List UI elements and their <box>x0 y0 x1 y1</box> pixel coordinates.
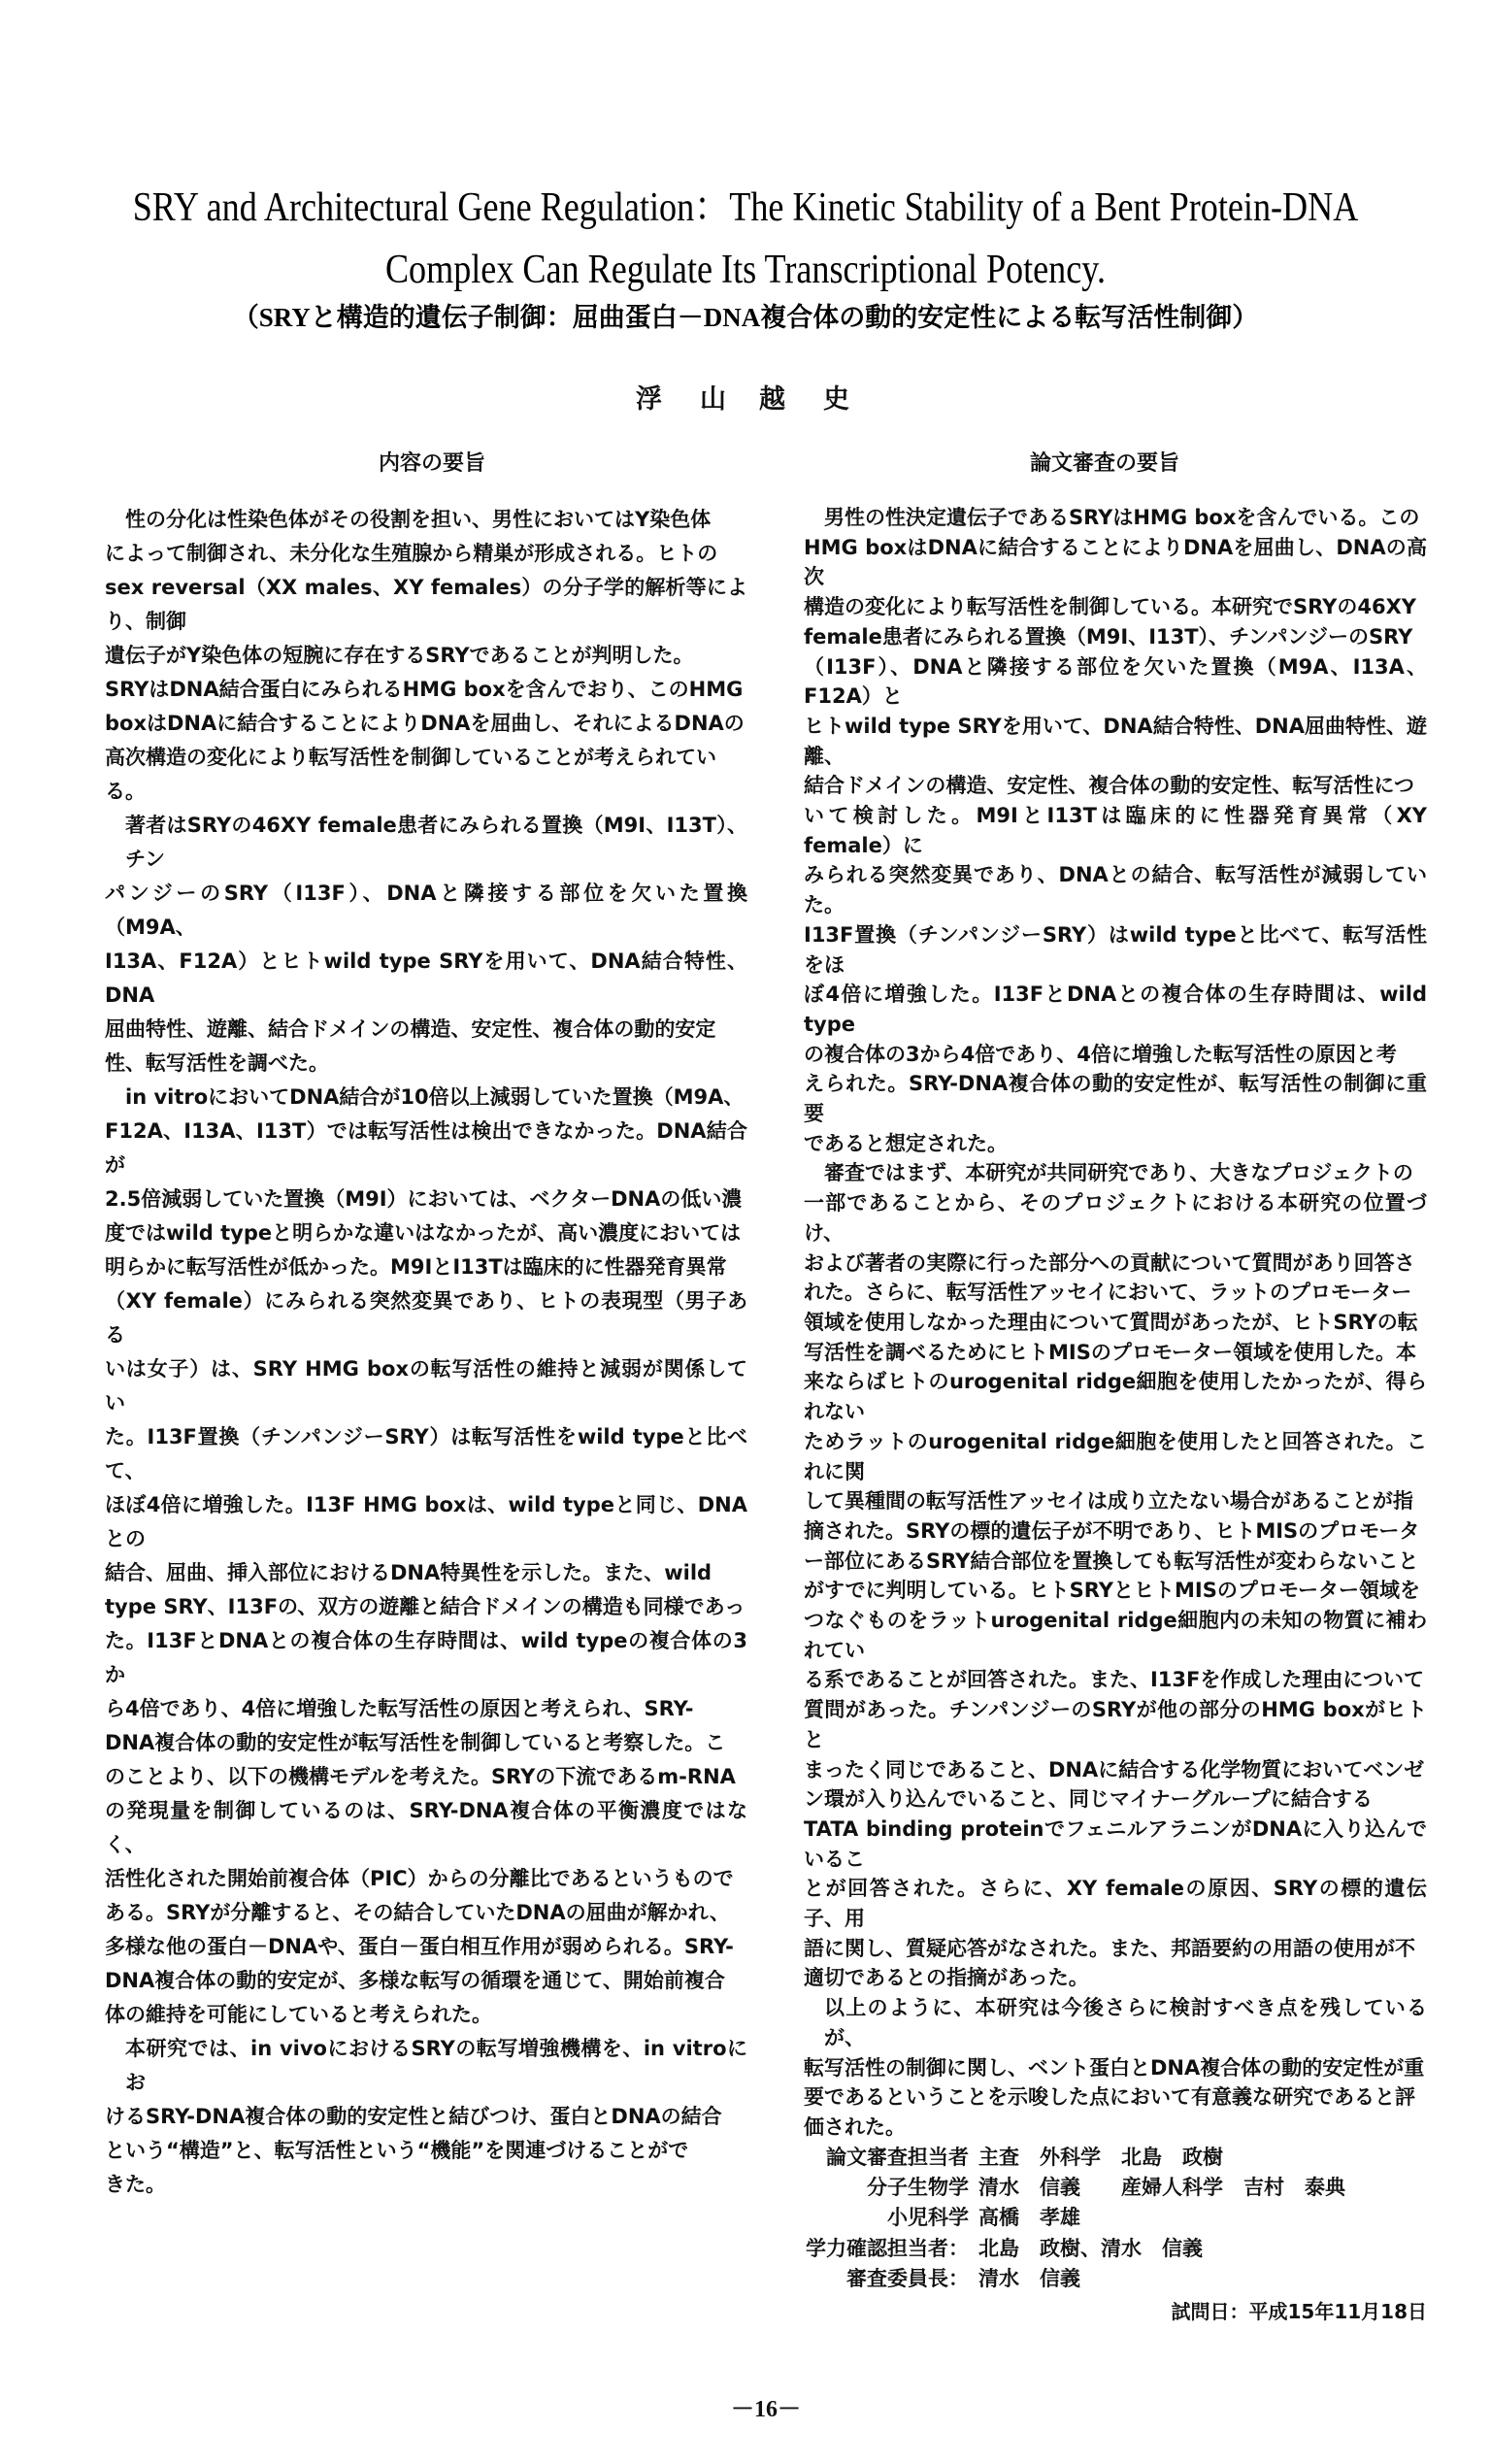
text-line: 体の維持を可能にしていると考えられた。 <box>105 2003 492 2026</box>
page-number: －16－ <box>731 2397 801 2423</box>
text-line: boxはDNAに結合することによりDNAを屈曲し、それによるDNAの <box>105 712 745 735</box>
text-line: 屈曲特性、遊離、結合ドメインの構造、安定性、複合体の動的安定 <box>105 1017 716 1041</box>
text-line: によって制御され、未分化な生殖腺から精巣が形成される。ヒトの <box>105 542 718 565</box>
committee-row <box>804 2264 1427 2294</box>
text-line: れた。さらに、転写活性アッセイにおいて、ラットのプロモーター <box>804 1281 1412 1305</box>
text-line: 審査ではまず、本研究が共同研究であり、大きなプロジェクトの <box>824 1161 1413 1185</box>
text-line: ヒトwild type SRYを用いて、DNA結合特性、DNA屈曲特性、遊離、 <box>804 714 1427 768</box>
committee-members: 北島 政樹、清水 信義 <box>978 2236 1203 2260</box>
text-line: とが回答された。さらに、XY femaleの原因、SRYの標的遺伝子、用 <box>804 1877 1427 1931</box>
body-flow <box>105 503 1427 2464</box>
text-line: 高次構造の変化により転写活性を制御していることが考えられてい <box>105 746 716 769</box>
text-line: in vitroにおいてDNA結合が10倍以上減弱していた置換（M9A、 <box>125 1085 745 1109</box>
text-line: 多様な他の蛋白－DNAや、蛋白－蛋白相互作用が弱められる。SRY- <box>105 1935 734 1958</box>
text-line: ン環が入り込んでいること、同じマイナーグループに結合する <box>804 1787 1373 1812</box>
paragraph <box>105 809 747 1081</box>
text-line: 質問があった。チンパンジーのSRYが他の部分のHMG boxがヒトと <box>804 1698 1427 1751</box>
text-line: 構造の変化により転写活性を制御している。本研究でSRYの46XY <box>804 595 1416 619</box>
text-line: ぼ4倍に増強した。I13FとDNAとの複合体の生存時間は、wild type <box>804 982 1427 1036</box>
paragraph <box>804 1993 1427 2143</box>
text-line: 性、転写活性を調べた。 <box>105 1051 329 1075</box>
text-line: ほぼ4倍に増強した。I13F HMG boxは、wild typeと同じ、DNAとの <box>105 1493 747 1550</box>
author-given-name: 越 史 <box>759 384 855 415</box>
text-line: 領域を使用しなかった理由について質問があったが、ヒトSRYの転 <box>804 1310 1418 1334</box>
text-line: 活性化された開始前複合体（PIC）からの分離比であるというもので <box>105 1867 734 1890</box>
text-line: けるSRY-DNA複合体の動的安定性と結びつけ、蛋白とDNAの結合 <box>105 2105 722 2128</box>
committee-row <box>804 2203 1427 2233</box>
text-line: 一部であることから、そのプロジェクトにおける本研究の位置づけ、 <box>804 1191 1427 1245</box>
text-line: ー部位にあるSRY結合部位を置換しても転写活性が変わらないこと <box>804 1548 1419 1573</box>
text-line: 2.5倍減弱していた置換（M9I）においては、ベクターDNAの低い濃 <box>105 1187 743 1211</box>
text-line: の複合体の3から4倍であり、4倍に増強した転写活性の原因と考 <box>804 1042 1397 1066</box>
text-line: HMG boxはDNAに結合することによりDNAを屈曲し、DNAの高次 <box>804 535 1427 589</box>
committee-row <box>804 2143 1427 2173</box>
text-line: た。I13FとDNAとの複合体の生存時間は、wild typeの複合体の3か <box>105 1629 747 1686</box>
text-line: 要であるということを示唆した点において有意義な研究であると評 <box>804 2085 1415 2110</box>
abstract-column <box>105 503 747 2202</box>
text-line: I13F置換（チンパンジーSRY）はwild typeと比べて、転写活性をほ <box>804 922 1427 977</box>
text-line: sex reversal（XX males、XY females）の分子学的解析等により、制御 <box>105 576 747 633</box>
text-line: ある。SRYが分離すると、その結合していたDNAの屈曲が解かれ、 <box>105 1901 730 1924</box>
text-line: 結合、屈曲、挿入部位におけるDNA特異性を示した。また、wild <box>105 1561 712 1584</box>
review-heading: 論文審査の要旨 <box>1029 451 1179 476</box>
author-family-name: 浮 山 <box>636 384 732 415</box>
text-line: いは女子）は、SRY HMG boxの転写活性の維持と減弱が関係してい <box>105 1357 747 1415</box>
english-title-line-1: SRY and Architectural Gene Regulation：The Kinetic Stability of a Bent Protein-DNA <box>132 185 1359 230</box>
text-line: 写活性を調べるためにヒトMISのプロモーター領域を使用した。本 <box>804 1340 1416 1364</box>
committee-role: 分子生物学 <box>867 2176 969 2200</box>
text-line: という“構造”と、転写活性という“機能”を関連づけることがで <box>105 2139 689 2162</box>
review-column <box>804 503 1427 2143</box>
committee-role: 論文審査担当者 <box>826 2145 969 2169</box>
committee-role: 小児科学 <box>887 2206 969 2230</box>
text-line: 来ならばヒトのurogenital ridge細胞を使用したかったが、得られない <box>804 1370 1427 1424</box>
text-line: SRYはDNA結合蛋白にみられるHMG boxを含んでおり、このHMG <box>105 678 744 701</box>
text-line: であると想定された。 <box>804 1131 1008 1155</box>
text-line: 度ではwild typeと明らかな違いはなかったが、高い濃度においては <box>105 1221 742 1245</box>
text-line: パンジーのSRY（I13F）、DNAと隣接する部位を欠いた置換（M9A、 <box>105 882 747 939</box>
abstract-heading: 内容の要旨 <box>378 451 485 476</box>
text-line: えられた。SRY-DNA複合体の動的安定性が、転写活性の制御に重要 <box>804 1072 1427 1126</box>
paragraph <box>804 503 1427 1158</box>
english-title-line-2: Complex Can Regulate Its Transcriptional Potency. <box>384 248 1107 292</box>
text-line: 本研究では、in vivoにおけるSRYの転写増強機構を、in vitroにお <box>125 2037 747 2094</box>
text-line: 男性の性決定遺伝子であるSRYはHMG boxを含んでいる。この <box>824 506 1420 529</box>
japanese-title: （SRYと構造的遺伝子制御：屈曲蛋白－DNA複合体の動的安定性による転写活性制御） <box>232 303 1259 332</box>
text-line: つなぐものをラットurogenital ridge細胞内の未知の物質に補われてい <box>804 1609 1427 1662</box>
text-line: 性の分化は性染色体がその役割を担い、男性においてはY染色体 <box>125 508 712 531</box>
text-line: の発現量を制御しているのは、SRY-DNA複合体の平衡濃度ではなく、 <box>105 1799 747 1856</box>
text-line: DNA複合体の動的安定性が転写活性を制御していると考察した。こ <box>105 1731 726 1754</box>
text-line: type SRY、I13Fの、双方の遊離と結合ドメインの構造も同様であっ <box>105 1595 746 1618</box>
paragraph <box>105 503 747 809</box>
paragraph <box>804 1158 1427 1993</box>
two-column-body <box>105 503 1427 2327</box>
text-line: I13A、F12A）とヒトwild type SRYを用いて、DNA結合特性、DNA <box>105 949 747 1007</box>
text-line: 著者はSRYの46XY female患者にみられる置換（M9I、I13T）、チン <box>125 814 747 871</box>
text-line: 転写活性の制御に関し、ベント蛋白とDNA複合体の動的安定性が重 <box>804 2055 1425 2080</box>
text-line: 以上のように、本研究は今後さらに検討すべき点を残しているが、 <box>824 1996 1427 2049</box>
text-line: 明らかに転写活性が低かった。M9IとI13Tは臨床的に性器発育異常 <box>105 1255 727 1279</box>
text-line: （I13F）、DNAと隣接する部位を欠いた置換（M9A、I13A、F12A）と <box>804 654 1427 709</box>
text-line: がすでに判明している。ヒトSRYとヒトMISのプロモーター領域を <box>804 1579 1420 1603</box>
text-line: る系であることが回答された。また、I13Fを作成した理由について <box>804 1668 1424 1692</box>
text-line: TATA binding proteinでフェニルアラニンがDNAに入り込んでいるこ <box>804 1816 1427 1871</box>
text-line: 遺伝子がY染色体の短腕に存在するSRYであることが判明した。 <box>105 644 694 667</box>
review-column-wrapper <box>804 503 1427 2327</box>
text-line: して異種間の転写活性アッセイは成り立たない場合があることが指 <box>804 1489 1413 1514</box>
text-line: 適切であるとの指摘があった。 <box>804 1966 1089 1990</box>
text-line: た。I13F置換（チンパンジーSRY）は転写活性をwild typeと比べて、 <box>105 1425 747 1482</box>
text-line: female患者にみられる置換（M9I、I13T）、チンパンジーのSRY <box>804 624 1413 649</box>
text-line: きた。 <box>105 2173 166 2196</box>
committee-members: 高橋 孝雄 <box>978 2206 1080 2230</box>
committee-role: 学力確認担当者： <box>806 2236 969 2260</box>
committee-row <box>804 2234 1427 2264</box>
committee-row <box>804 2173 1427 2203</box>
text-line: ら4倍であり、4倍に増強した転写活性の原因と考えられ、SRY- <box>105 1697 694 1720</box>
text-line: DNA複合体の動的安定が、多様な転写の循環を通じて、開始前複合 <box>105 1969 725 1992</box>
text-line: （XY female）にみられる突然変異であり、ヒトの表現型（男子ある <box>105 1289 747 1347</box>
text-line: のことより、以下の機構モデルを考えた。SRYの下流であるm-RNA <box>105 1765 736 1788</box>
text-line: および著者の実際に行った部分への貢献について質問があり回答さ <box>804 1250 1415 1275</box>
text-line: 価された。 <box>804 2114 906 2139</box>
committee-list <box>804 2143 1427 2295</box>
exam-date: 試問日：平成15年11月18日 <box>1171 2299 1427 2323</box>
text-line: まったく同じであること、DNAに結合する化学物質においてベンゼ <box>804 1757 1425 1781</box>
text-line: F12A、I13A、I13T）では転写活性は検出できなかった。DNA結合が <box>105 1119 747 1177</box>
committee-members: 清水 信義 <box>978 2267 1080 2291</box>
committee-members: 清水 信義 産婦人科学 吉村 泰典 <box>978 2176 1345 2200</box>
text-line: ためラットのurogenital ridge細胞を使用したと回答された。これに関 <box>804 1429 1427 1483</box>
author-name <box>0 384 1491 416</box>
text-line: みられる突然変異であり、DNAとの結合、転写活性が減弱していた。 <box>804 863 1427 917</box>
text-line: 結合ドメインの構造、安定性、複合体の動的安定性、転写活性につ <box>804 774 1414 798</box>
paragraph <box>105 2032 747 2202</box>
paragraph <box>105 1081 747 2032</box>
text-line: 摘された。SRYの標的遺伝子が不明であり、ヒトMISのプロモータ <box>804 1518 1420 1543</box>
text-line: 語に関し、質疑応答がなされた。また、邦語要約の用語の使用が不 <box>804 1936 1415 1960</box>
text-line: る。 <box>105 780 146 803</box>
committee-members: 主査 外科学 北島 政樹 <box>978 2145 1223 2169</box>
committee-role: 審査委員長： <box>846 2267 969 2291</box>
text-line: いて検討した。M9IとI13Tは臨床的に性器発育異常（XY female）に <box>804 804 1427 857</box>
